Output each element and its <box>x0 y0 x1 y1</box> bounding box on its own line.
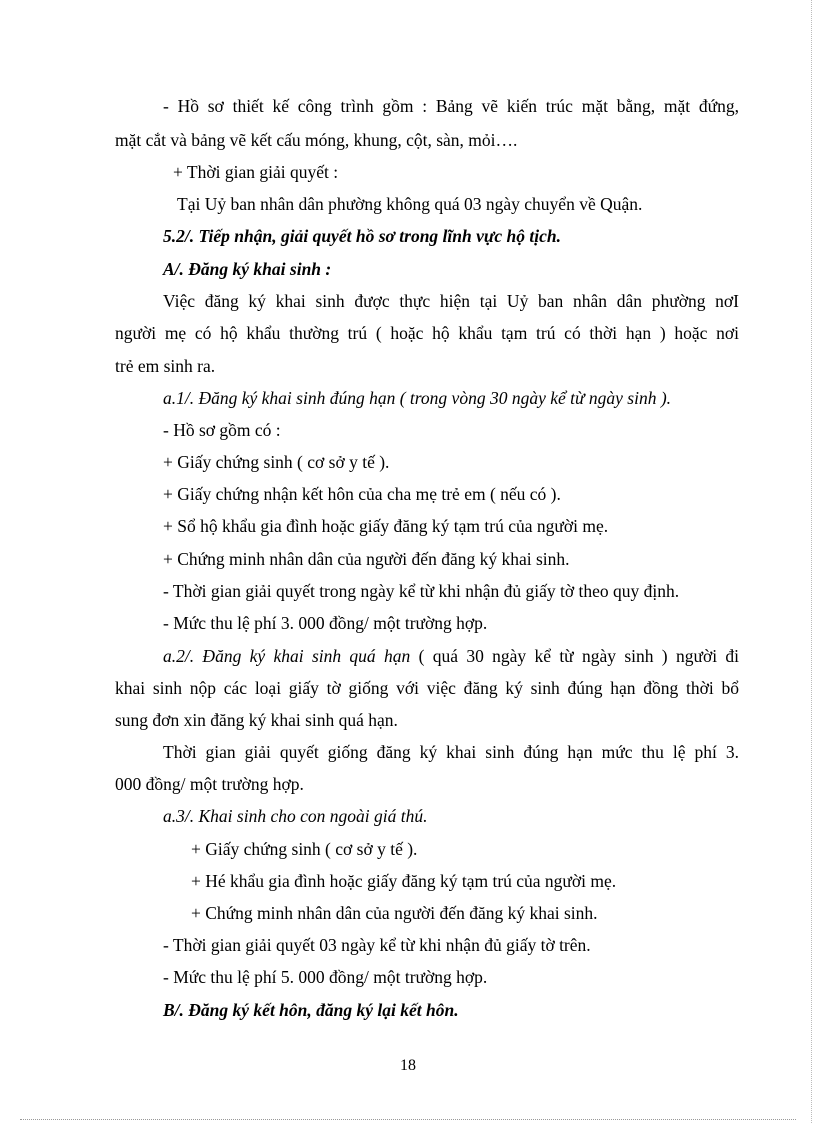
paragraph-line: 000 đồng/ một trường hợp. <box>115 774 304 794</box>
paragraph-line: - Thời gian giải quyết 03 ngày kể từ khi nhận đủ giấy tờ trên. <box>163 935 591 955</box>
paragraph-line: - Mức thu lệ phí 5. 000 đồng/ một trường hợp. <box>163 967 488 987</box>
paragraph-line: - Thời gian giải quyết trong ngày kể từ khi nhận đủ giấy tờ theo quy định. <box>163 581 680 601</box>
paragraph-line: + Thời gian giải quyết : <box>173 162 339 182</box>
subsection-heading: B/. Đăng ký kết hôn, đăng ký lại kết hôn. <box>163 1000 459 1020</box>
item-heading: a.3/. Khai sinh cho con ngoài giá thú. <box>163 806 428 826</box>
page-number: 18 <box>400 1057 416 1074</box>
paragraph-line: + Hé khẩu gia đình hoặc giấy đăng ký tạm trú của người mẹ. <box>191 871 617 891</box>
page-border-right <box>811 0 812 1123</box>
section-heading: 5.2/. Tiếp nhận, giải quyết hồ sơ trong lĩnh vực hộ tịch. <box>163 226 561 246</box>
paragraph-line: Thời gian giải quyết giống đăng ký khai sinh đúng hạn mức thu lệ phí 3. <box>163 742 739 762</box>
paragraph-line: + Giấy chứng nhận kết hôn của cha mẹ trẻ em ( nếu có ). <box>163 484 561 504</box>
page-border-bottom <box>20 1119 796 1120</box>
paragraph-line <box>163 645 739 667</box>
paragraph-line: + Giấy chứng sinh ( cơ sở y tế ). <box>163 452 390 472</box>
paragraph-line: mặt cắt và bảng vẽ kết cấu móng, khung, cột, sàn, mỏi…. <box>115 130 518 150</box>
paragraph-line: Tại Uỷ ban nhân dân phường không quá 03 ngày chuyển về Quận. <box>177 194 643 214</box>
item-heading: a.2/. Đăng ký khai sinh quá hạn <box>163 646 411 666</box>
paragraph-line: sung đơn xin đăng ký khai sinh quá hạn. <box>115 710 398 730</box>
paragraph-line: + Sổ hộ khẩu gia đình hoặc giấy đăng ký tạm trú của người mẹ. <box>163 516 609 536</box>
paragraph-line: trẻ em sinh ra. <box>115 356 216 376</box>
item-heading: a.1/. Đăng ký khai sinh đúng hạn ( trong vòng 30 ngày kể từ ngày sinh ). <box>163 388 672 408</box>
paragraph-line: Việc đăng ký khai sinh được thực hiện tại Uỷ ban nhân dân phường nơI <box>163 291 739 311</box>
subsection-heading: A/. Đăng ký khai sinh : <box>163 259 332 279</box>
paragraph-line: + Chứng minh nhân dân của người đến đăng ký khai sinh. <box>191 903 598 923</box>
paragraph-line: + Chứng minh nhân dân của người đến đăng ký khai sinh. <box>163 549 570 569</box>
paragraph-text: ( quá 30 ngày kể từ ngày sinh ) người đi <box>410 646 739 666</box>
paragraph-line: - Hồ sơ gồm có : <box>163 420 281 440</box>
paragraph-line: khai sinh nộp các loại giấy tờ giống với việc đăng ký sinh đúng hạn đồng thời bổ <box>115 678 739 698</box>
paragraph-line: người mẹ có hộ khẩu thường trú ( hoặc hộ khẩu tạm trú có thời hạn ) hoặc nơi <box>115 323 739 343</box>
paragraph-line: - Hồ sơ thiết kế công trình gồm : Bảng vẽ kiến trúc mặt bằng, mặt đứng, <box>163 96 739 116</box>
paragraph-line: + Giấy chứng sinh ( cơ sở y tế ). <box>191 839 418 859</box>
paragraph-line: - Mức thu lệ phí 3. 000 đồng/ một trường hợp. <box>163 613 488 633</box>
